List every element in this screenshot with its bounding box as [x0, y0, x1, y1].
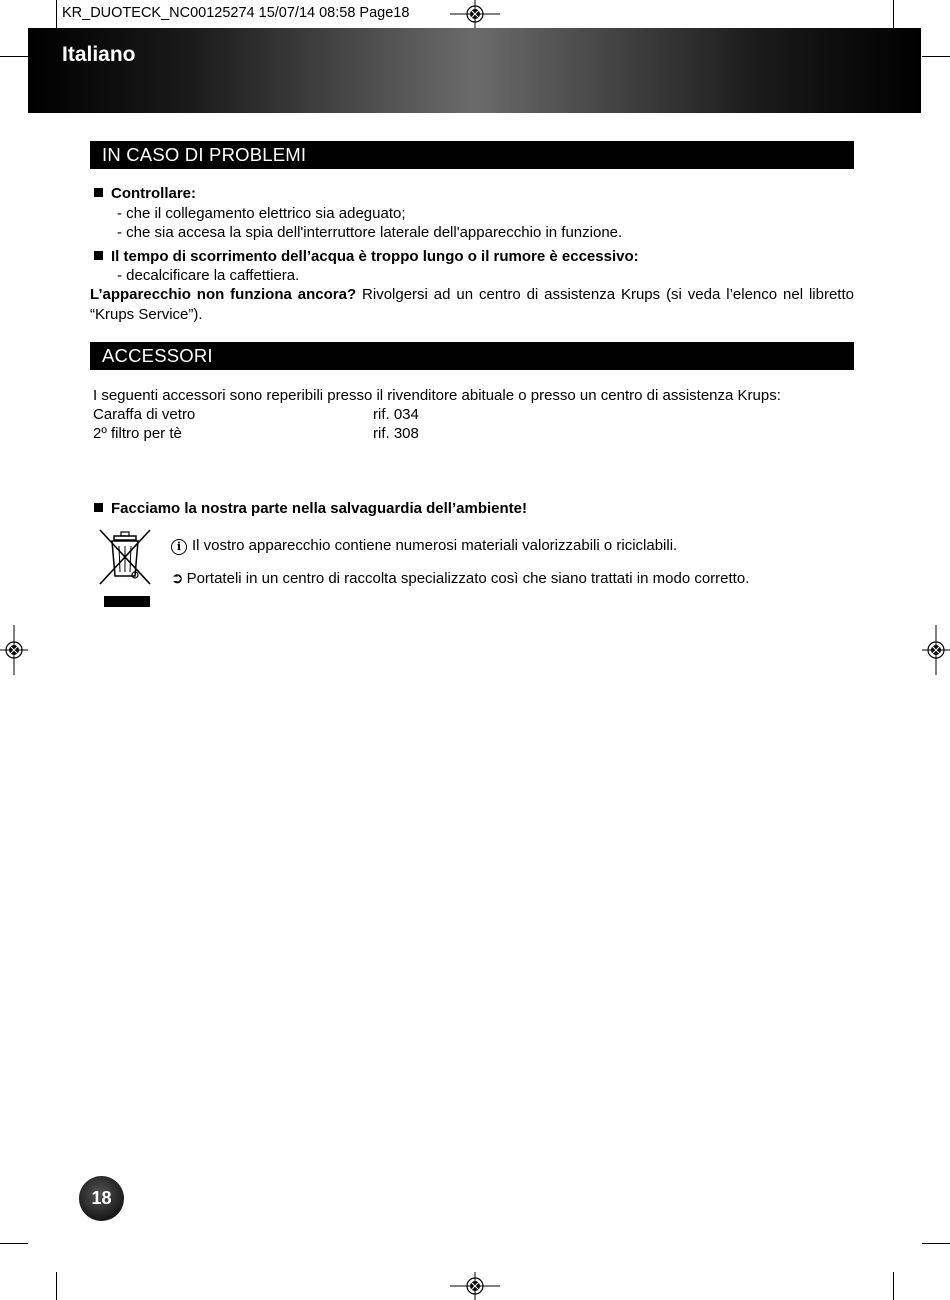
- square-bullet-icon: [94, 188, 103, 197]
- list-item: - che il collegamento elettrico sia adeguato;: [117, 205, 406, 222]
- recycle-text: Portateli in un centro di raccolta specializzato così che siano trattati in modo corretto.: [186, 570, 750, 587]
- section-title: IN CASO DI PROBLEMI: [102, 144, 307, 165]
- accessory-name: 2º filtro per tè: [93, 425, 182, 442]
- crop-mark: [922, 1243, 950, 1244]
- info-line: [171, 537, 677, 555]
- list-item: - che sia accesa la spia dell'interruttore laterale dell'apparecchio in funzione.: [117, 224, 623, 241]
- crop-mark: [0, 56, 28, 57]
- crop-mark: [56, 0, 57, 28]
- support-note-text: Rivolgersi ad un centro di assistenza Krups (si veda l’elenco nel libretto “Krups Service”).: [90, 286, 854, 323]
- crop-mark: [0, 1243, 28, 1244]
- bullet-heading-text: Il tempo di scorrimento dell’acqua è troppo lungo o il rumore è eccessivo:: [111, 248, 639, 265]
- language-banner: [28, 28, 921, 113]
- crop-mark: [893, 0, 894, 28]
- accessories-intro: I seguenti accessori sono reperibili presso il rivenditore abituale o presso un centro di assistenza Krups:: [93, 387, 781, 404]
- bullet-heading-flow: [94, 248, 639, 265]
- bullet-heading-environment: [94, 500, 527, 517]
- bullet-heading-text: Controllare:: [111, 185, 197, 202]
- accessory-ref: rif. 308: [373, 425, 419, 442]
- registration-mark-icon: [450, 1272, 500, 1300]
- support-note-bold: L’apparecchio non funziona ancora?: [90, 286, 357, 303]
- language-title: Italiano: [62, 43, 136, 66]
- registration-mark-icon: [922, 625, 950, 675]
- crop-mark: [922, 56, 950, 57]
- registration-mark-icon: [450, 0, 500, 28]
- square-bullet-icon: [94, 251, 103, 260]
- info-circle-icon: i: [171, 539, 187, 555]
- print-header: KR_DUOTECK_NC00125274 15/07/14 08:58 Page18: [62, 5, 410, 21]
- crossed-bin-icon: [97, 528, 153, 610]
- crop-mark: [893, 1272, 894, 1300]
- section-title: ACCESSORI: [102, 345, 213, 366]
- registration-mark-icon: [0, 625, 28, 675]
- list-item: - decalcificare la caffettiera.: [117, 267, 300, 284]
- info-text: Il vostro apparecchio contiene numerosi materiali valorizzabili o riciclabili.: [192, 537, 678, 554]
- square-bullet-icon: [94, 503, 103, 512]
- arrow-circle-icon: ➲: [171, 570, 184, 587]
- support-note: [90, 285, 854, 325]
- recycle-line: [171, 569, 749, 587]
- bullet-heading-check: [94, 185, 196, 202]
- section-header-problems: [90, 141, 854, 169]
- bullet-heading-text: Facciamo la nostra parte nella salvaguardia dell’ambiente!: [111, 500, 527, 517]
- page-number: 18: [79, 1176, 124, 1221]
- crop-mark: [56, 1272, 57, 1300]
- section-header-accessories: [90, 342, 854, 370]
- accessory-ref: rif. 034: [373, 406, 419, 423]
- accessory-name: Caraffa di vetro: [93, 406, 196, 423]
